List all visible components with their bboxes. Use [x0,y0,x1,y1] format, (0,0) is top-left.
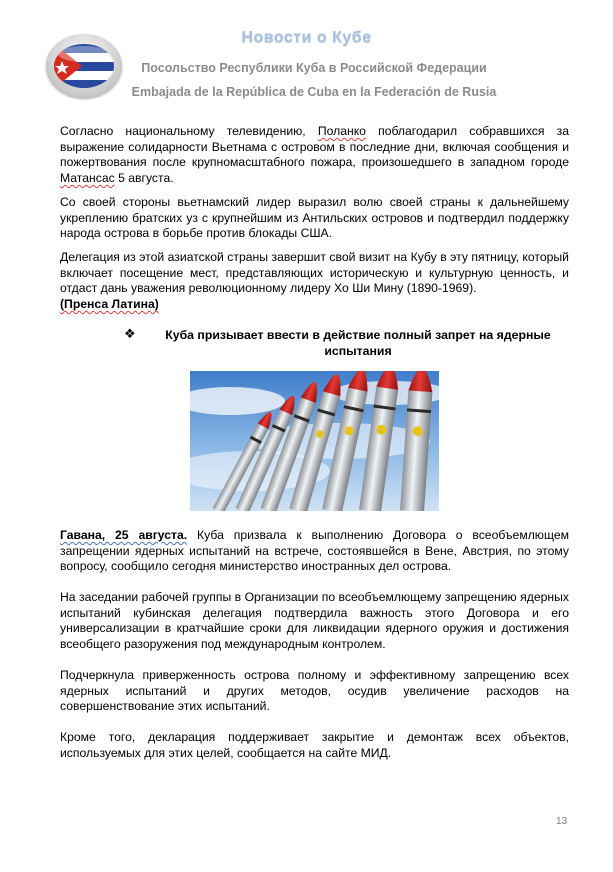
article2-heading: Куба призывает ввести в действие полный запрет на ядерные испытания [165,328,551,358]
embassy-name-ru: Посольство Республики Куба в Российской Федерации [141,61,487,75]
page-number: 13 [556,816,568,827]
newsletter-title: Новости о Кубе [241,29,372,46]
misspelled-city: Матансас [60,171,115,186]
article2-paragraph-2: На заседании рабочей группы в Организации по всеобъемлющему запрещению ядерных испытаний кубинская делегация подтвердила важность этого Договора и его универсализации в кратчайшие сроки для ликвидации ядерного оружия и достижения всеобщего разоружения под международным контролем. [60,590,569,652]
article2-paragraph-1: Гавана, 25 августа. Куба призвала к выполнению Договора о всеобъемлющем запрещении ядерных испытаний на встрече, состоявшейся в Вене, Австрия, по этому вопросу, сообщило сегодня министерство иностранных дел острова. [60,528,569,574]
diamond-bullet-icon: ❖ [124,326,136,341]
article2-paragraph-3: Подчеркнула приверженность острова полному и эффективному запрещению всех ядерных испытаний и других методов, осудив увеличение расходов на совершенствование этих испытаний. [60,668,569,714]
article1-paragraph-1: Согласно национальному телевидению, Поланко поблагодарил собравшихся за выражение солидарности Вьетнама с островом в последние дни, включая сообщения и пожертвования после крупномасштабного пожара, произошедшего в западном городе Матансас 5 августа. [60,124,569,186]
article1-source: (Пренса Латина) [60,297,159,312]
article2-paragraph-4: Кроме того, декларация поддерживает закрытие и демонтаж всех объектов, используемых для этих целей, сообщается на сайте МИД. [60,730,569,760]
article2-dateline: Гавана, 25 августа. [60,528,188,542]
article1-paragraph-2: Со своей стороны вьетнамский лидер выразил волю своей страны к дальнейшему укреплению братских уз с крупнейшим из Антильских островов и подтвердил поддержку народа острова в борьбе против блокады США. [60,195,569,241]
embassy-name-es: Embajada de la República de Cuba en la Federación de Rusia [131,85,497,99]
misspelled-name: Поланко [317,124,366,138]
article1-paragraph-3: Делегация из этой азиатской страны завершит свой визит на Кубу в эту пятницу, который включает посещение мест, представляющих историческую и культурную ценность, и отдаст дань уважения революционному лидеру Хо Ши Мину (1890-1969). (Пренса Латина) [60,250,569,312]
missiles-photo [190,371,439,511]
